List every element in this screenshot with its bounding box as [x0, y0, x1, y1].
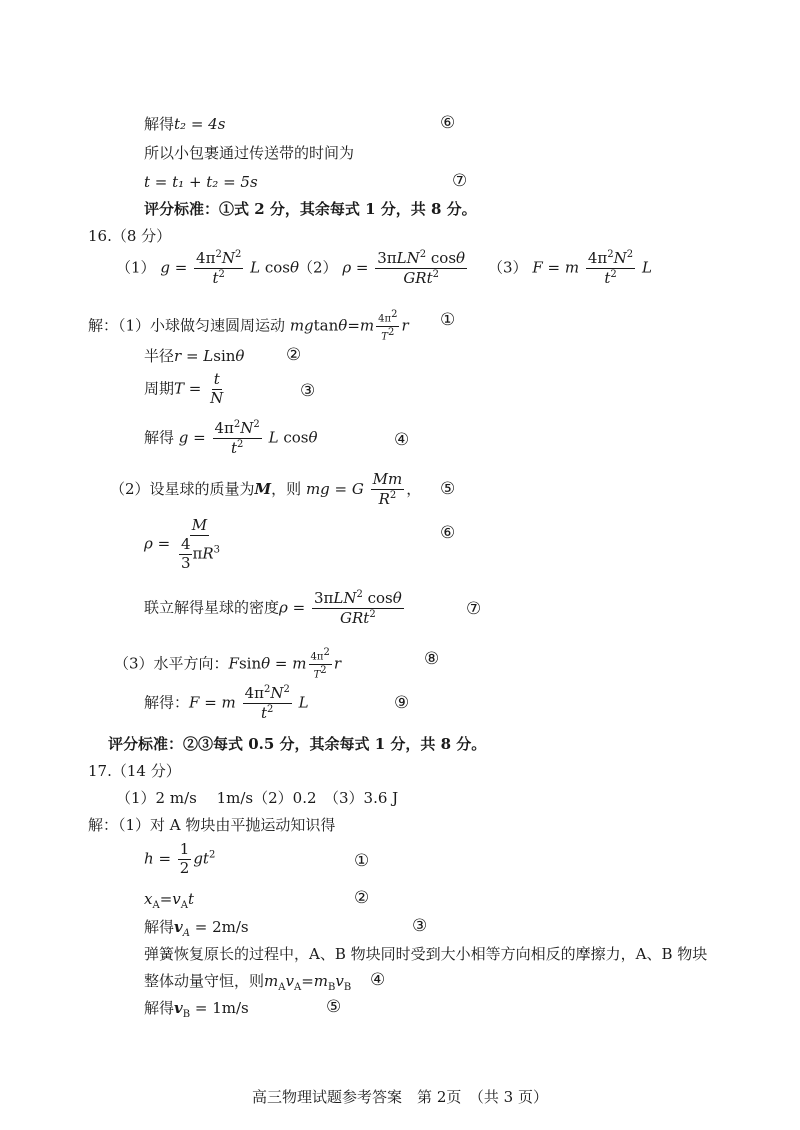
eq-gravity: （2）设星球的质量为M，则 mg = G $\frac{Mm}{R^2}$ ， [110, 470, 422, 508]
eq-F-result: 解得：F = m $\frac{4\pi^2N^2}{t^2}$ L [144, 684, 309, 722]
eq-mark: ⑦ [452, 171, 468, 191]
eq-t2-line: 解得t₂ = 4s [144, 115, 226, 133]
eq-period: 周期T = $\frac{t}{N}$ [144, 370, 224, 407]
solution-16-1: 解：（1）小球做匀速圆周运动 mgtanθ=m $\frac{4\pi^2}{T^2}$ r [88, 309, 409, 343]
score-standard-16: 评分标准：②③每式 0.5 分，其余每式 1 分，共 8 分。 [108, 735, 487, 753]
answer-3: （3） F = m $\frac{4\pi^2N^2}{t^2}$ L [488, 249, 652, 287]
eq-mark: ⑨ [394, 693, 410, 713]
score-standard-15: 评分标准：①式 2 分，其余每式 1 分，共 8 分。 [144, 200, 477, 218]
text-line: 所以小包裹通过传送带的时间为 [144, 144, 355, 162]
eq-density-result: 联立解得星球的密度ρ = $\frac{3\pi LN^2 \cos\theta}{GRt^2}$ [144, 589, 402, 627]
eq-vB: 解得$v_B = 1m/s$ [144, 999, 249, 1020]
eq-mark: ① [354, 851, 370, 871]
eq-mark: ③ [300, 381, 316, 401]
eq-g-result: 解得 g = $\frac{4\pi^2N^2}{t^2}$ L cosθ [144, 419, 318, 457]
eq-xA: $x_A=v_At$ [144, 890, 195, 911]
text-line: 弹簧恢复原长的过程中，A、B 物块同时受到大小相等方向相反的摩擦力，A、B 物块 [144, 945, 708, 963]
eq-h: h = $\frac{1}{2}$ $gt^2$ [144, 840, 216, 877]
answers-17: （1）2 m/s 1m/s（2）0.2 （3）3.6 J [116, 789, 399, 807]
eq-mark: ⑤ [326, 997, 342, 1017]
page-footer: 高三物理试题参考答案 第 2页 （共 3 页） [252, 1088, 548, 1106]
question-header-17: 17.（14 分） [88, 762, 181, 780]
eq-radius: 半径r = Lsinθ [144, 347, 245, 365]
eq-mark: ② [286, 345, 302, 365]
eq-momentum: 整体动量守恒，则$m_Av_A=m_Bv_B$ [144, 972, 352, 993]
eq-horizontal: （3）水平方向：Fsinθ = m $\frac{4\pi^2}{T^2}$ r [114, 647, 341, 681]
eq-mark: ⑧ [424, 649, 440, 669]
eq-mark: ② [354, 888, 370, 908]
eq-vA: 解得$v_A = 2m/s$ [144, 918, 249, 939]
answer-1: （1） g = $\frac{4\pi^2N^2}{t^2}$ L cosθ [116, 249, 300, 287]
eq-density-def: ρ = M $\frac{4}{3}$ $\pi R^3$ [144, 516, 221, 572]
eq-mark: ④ [394, 430, 410, 450]
eq-mark: ① [440, 310, 456, 330]
eq-total-time: t = t₁ + t₂ = 5s [144, 173, 258, 191]
question-header-16: 16.（8 分） [88, 227, 172, 245]
solution-17-1: 解：（1）对 A 物块由平抛运动知识得 [88, 816, 336, 834]
eq-mark: ⑥ [440, 523, 456, 543]
eq-mark: ③ [412, 916, 428, 936]
eq-mark: ④ [370, 970, 386, 990]
eq-mark: ⑦ [466, 599, 482, 619]
eq-mark: ⑤ [440, 479, 456, 499]
eq-mark: ⑥ [440, 113, 456, 133]
answer-2: （2） ρ = $\frac{3\pi LN^2 \cos\theta}{GRt^2}$ [298, 249, 466, 287]
